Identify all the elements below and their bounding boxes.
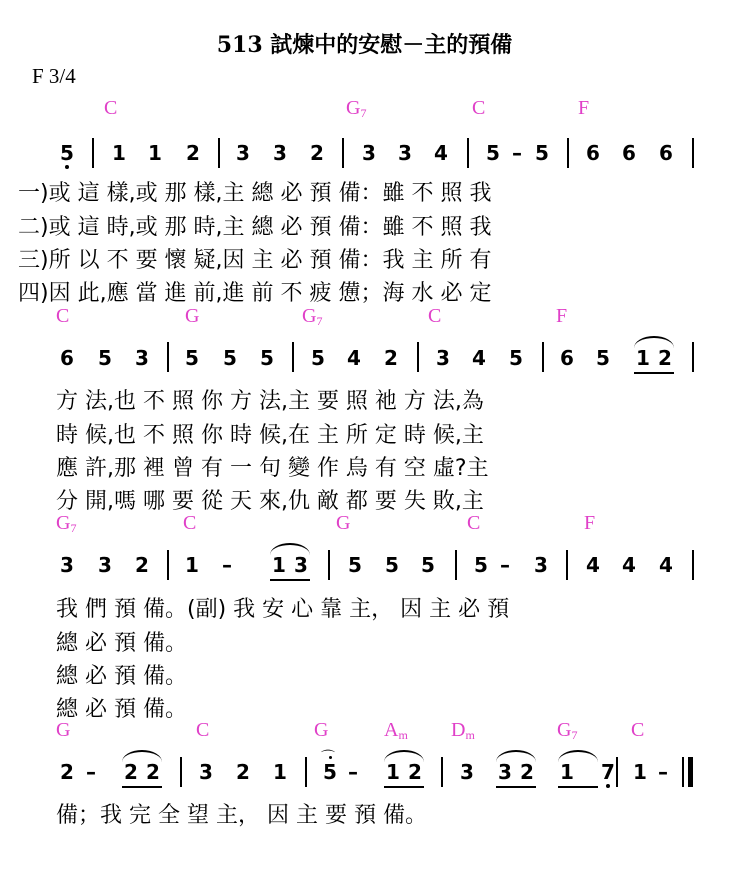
note: 5 (98, 346, 112, 370)
note: 4 (347, 346, 361, 370)
lyric-line: 二)或 這 時,或 那 時,主 總 必 預 備：雖 不 照 我 (18, 215, 492, 240)
lyric-line: 總 必 預 備。 (56, 697, 187, 722)
underline (496, 786, 536, 788)
note: 5 (260, 346, 274, 370)
note: 4 (622, 553, 636, 577)
barline (441, 757, 443, 787)
note: 2 (310, 141, 324, 165)
chord: $G_7$ (56, 512, 77, 535)
dash: – (348, 760, 358, 784)
note: 3 (398, 141, 412, 165)
note: 4 (434, 141, 448, 165)
note: 4 (472, 346, 486, 370)
note: 5 (223, 346, 237, 370)
dash: – (222, 553, 232, 577)
lyric-line: 備；我 完 全 望 主， 因 主 要 預 備。 (56, 803, 427, 828)
note: 1 (148, 141, 162, 165)
lyric-line: 總 必 預 備。 (56, 664, 187, 689)
note: 1 (273, 760, 287, 784)
dash: – (512, 141, 522, 165)
note: 2 (384, 346, 398, 370)
note: 2 (236, 760, 250, 784)
note: 2 (124, 760, 138, 784)
chord: $A_m$ (384, 719, 408, 742)
note: 2 (520, 760, 534, 784)
barline (167, 342, 169, 372)
barline (616, 757, 618, 787)
dash: – (86, 760, 96, 784)
note: 1 (636, 346, 650, 370)
note: 3 (436, 346, 450, 370)
notation-line (0, 138, 729, 178)
note: 6 (659, 141, 673, 165)
chord: $G_7$ (557, 719, 578, 742)
chord: F (578, 97, 590, 119)
chord: F (584, 512, 596, 534)
lyric-line: 四)因 此,應 當 進 前,進 前 不 疲 憊；海 水 必 定 (18, 281, 492, 306)
note: 5 (509, 346, 523, 370)
note: 1 (560, 760, 574, 784)
lyric-line: 三)所 以 不 要 懷 疑,因 主 必 預 備：我 主 所 有 (18, 248, 492, 273)
note: 1 (272, 553, 286, 577)
note: 3 (199, 760, 213, 784)
note: 3 (460, 760, 474, 784)
chord: F (556, 305, 568, 327)
chord: G (56, 719, 71, 741)
barline (180, 757, 182, 787)
chord: C (183, 512, 197, 534)
underline (384, 786, 424, 788)
notation-line (0, 342, 729, 382)
note: 3 (294, 553, 308, 577)
notation-line (0, 550, 729, 590)
chord: C (631, 719, 645, 741)
lyric-line: 我 們 預 備。(副) 我 安 心 靠 主， 因 主 必 預 (56, 597, 510, 622)
chord: G (336, 512, 351, 534)
note: 3 (98, 553, 112, 577)
barline (92, 138, 94, 168)
notation-line (0, 757, 729, 797)
barline (455, 550, 457, 580)
note: 2 (408, 760, 422, 784)
note: 2 (186, 141, 200, 165)
chord: C (428, 305, 442, 327)
note: 7 (601, 760, 615, 784)
final-barline (688, 757, 693, 787)
note: 5 (311, 346, 325, 370)
barline (467, 138, 469, 168)
note: 1 (112, 141, 126, 165)
barline (682, 757, 684, 787)
note: 2 (658, 346, 672, 370)
barline (417, 342, 419, 372)
note: 5 (535, 141, 549, 165)
chord: $G_7$ (346, 97, 367, 120)
note-fermata: ⌒ 5 (323, 762, 337, 782)
chord: C (56, 305, 70, 327)
chord: $G_7$ (302, 305, 323, 328)
lyric-line: 總 必 預 備。 (56, 631, 187, 656)
barline (692, 342, 694, 372)
note: 5 (596, 346, 610, 370)
note: 3 (273, 141, 287, 165)
underline (558, 786, 598, 788)
note: 4 (659, 553, 673, 577)
barline (218, 138, 220, 168)
note: 5 (60, 141, 74, 165)
note: 5 (474, 553, 488, 577)
note: 3 (362, 141, 376, 165)
barline (692, 550, 694, 580)
chord: G (185, 305, 200, 327)
note: 4 (586, 553, 600, 577)
lyric-line: 分 開,嗎 哪 要 從 天 來,仇 敵 都 要 失 敗,主 (56, 489, 484, 514)
barline (692, 138, 694, 168)
dash: – (500, 553, 510, 577)
note: 2 (135, 553, 149, 577)
underline (122, 786, 162, 788)
chord: $D_m$ (451, 719, 475, 742)
hymn-title: 513 試煉中的安慰－主的預備 (216, 32, 513, 58)
note: 5 (185, 346, 199, 370)
key-signature: F 3/4 (32, 64, 76, 88)
note: 2 (146, 760, 160, 784)
note: 5 (385, 553, 399, 577)
lyric-line: 時 候,也 不 照 你 時 候,在 主 所 定 時 候,主 (56, 423, 484, 448)
lyric-line: 方 法,也 不 照 你 方 法,主 要 照 祂 方 法,為 (56, 389, 484, 414)
barline (566, 550, 568, 580)
barline (328, 550, 330, 580)
lyric-line: 應 許,那 裡 曾 有 一 句 變 作 烏 有 空 虛?主 (56, 456, 489, 481)
note: 1 (185, 553, 199, 577)
note: 1 (386, 760, 400, 784)
note: 5 (421, 553, 435, 577)
chord: G (314, 719, 329, 741)
note: 3 (236, 141, 250, 165)
barline (305, 757, 307, 787)
underline (270, 579, 310, 581)
note: 6 (622, 141, 636, 165)
note: 1 (633, 760, 647, 784)
chord: C (472, 97, 486, 119)
barline (342, 138, 344, 168)
barline (542, 342, 544, 372)
barline (292, 342, 294, 372)
note: 3 (534, 553, 548, 577)
note: 6 (586, 141, 600, 165)
chord: C (104, 97, 118, 119)
note: 5 (486, 141, 500, 165)
note: 3 (135, 346, 149, 370)
note: 3 (498, 760, 512, 784)
note: 2 (60, 760, 74, 784)
chord: C (196, 719, 210, 741)
dash: – (658, 760, 668, 784)
chord: C (467, 512, 481, 534)
barline (167, 550, 169, 580)
note: 6 (60, 346, 74, 370)
note: 5 (348, 553, 362, 577)
barline (567, 138, 569, 168)
lyric-line: 一)或 這 樣,或 那 樣,主 總 必 預 備：雖 不 照 我 (18, 181, 492, 206)
underline (634, 372, 674, 374)
note: 6 (560, 346, 574, 370)
note: 3 (60, 553, 74, 577)
